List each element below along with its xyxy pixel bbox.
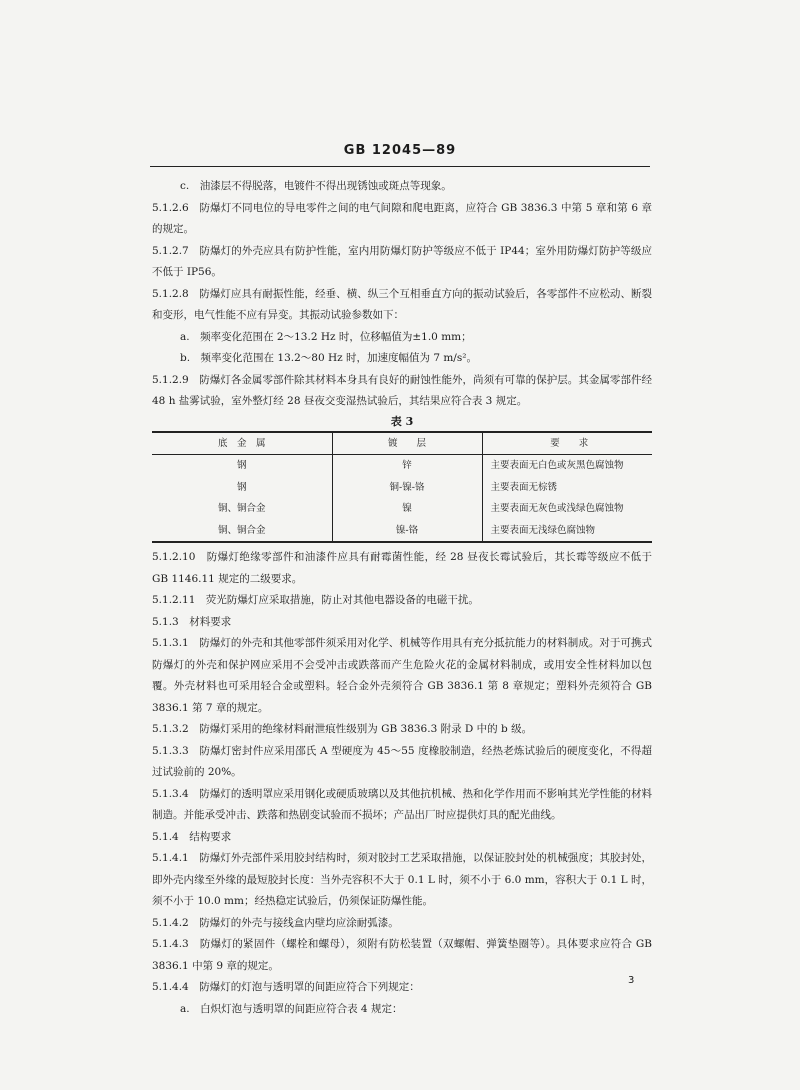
clause-a2: a. 白炽灯泡与透明罩的间距应符合表 4 规定： — [180, 1002, 403, 1015]
clause-b: b. 频率变化范围在 13.2～80 Hz 时，加速度幅值为 7 m/s²。 — [180, 352, 477, 364]
clause-5-1-2-10: 5.1.2.10 防爆灯绝缘零部件和油漆件应具有耐霉菌性能，经 28 昼夜长霉试验后，其长霉等级应不低于 GB 1146.11 规定的二级要求。 — [152, 551, 652, 585]
cell-requirement: 主要表面无白色或灰黑色腐蚀物 — [490, 460, 624, 471]
clause-5-1-2-8: 5.1.2.8 防爆灯应具有耐振性能，经垂、横、纵三个互相垂直方向的振动试验后，各零部件不应松动、断裂和变形，电气性能不应有异变。其振动试验参数如下： — [152, 287, 652, 321]
cell-base-metal: 铜、铜合金 — [152, 520, 332, 543]
cell-base-metal: 钢 — [152, 477, 332, 499]
clause-a: a. 频率变化范围在 2～13.2 Hz 时，位移幅值为±1.0 mm； — [180, 330, 472, 343]
clause-5-1-2-7: 5.1.2.7 防爆灯的外壳应具有防护性能，室内用防爆灯防护等级应不低于 IP44；室外用防爆灯防护等级应不低于 IP56。 — [152, 244, 652, 278]
standard-number-header: GB 12045—89 — [343, 143, 457, 158]
clause-5-1-3-4: 5.1.3.4 防爆灯的透明罩应采用钢化或硬质玻璃以及其他抗机械、热和化学作用而不影响其光学性能的材料制造。并能承受冲击、跌落和热剧变试验而不损坏；产品出厂时应提供灯具的配光曲线。 — [152, 787, 652, 821]
cell-base-metal: 钢 — [152, 455, 332, 477]
clause-5-1-3: 5.1.3 材料要求 — [152, 615, 232, 628]
table-3 — [152, 431, 652, 544]
clause-5-1-2-6: 5.1.2.6 防爆灯不同电位的导电零件之间的电气间隙和爬电距离，应符合 GB 3836.3 中第 5 章和第 6 章的规定。 — [152, 201, 652, 235]
clause-5-1-4-4: 5.1.4.4 防爆灯的灯泡与透明罩的间距应符合下列规定： — [152, 981, 420, 993]
clause-5-1-3-2: 5.1.3.2 防爆灯采用的绝缘材料耐泄痕性级别为 GB 3836.3 附录 D 中的 b 级。 — [152, 723, 533, 735]
cell-requirement: 主要表面无灰色或浅绿色腐蚀物 — [490, 503, 624, 514]
cell-requirement: 主要表面无浅绿色腐蚀物 — [490, 524, 596, 536]
clause-5-1-2-9: 5.1.2.9 防爆灯各金属零部件除其材料本身具有良好的耐蚀性能外，尚须有可靠的保护层。其金属零部件经 48 h 盐雾试验，室外整灯经 28 昼夜交变湿热试验后，其结果应符合表 3 规定。 — [152, 373, 652, 407]
clauses-after-table — [152, 547, 652, 1020]
table-row — [152, 498, 652, 520]
clauses-before-table — [152, 176, 652, 413]
clause-5-1-4-3: 5.1.4.3 防爆灯的紧固件（螺栓和螺母），须附有防松装置（双螺帽、弹簧垫圈等）。具体要求应符合 GB 3836.1 中第 9 章的规定。 — [152, 938, 652, 972]
header-coating: 镀 层 — [332, 432, 482, 455]
page-number: 3 — [628, 975, 635, 986]
clause-5-1-3-1: 5.1.3.1 防爆灯的外壳和其他零部件须采用对化学、机械等作用具有充分抵抗能力的材料制成。对于可携式防爆灯的外壳和保护网应采用不会受冲击或跌落而产生危险火花的金属材料制成，或用安全性材料加以包覆。外壳材料也可采用轻合金或塑料。轻合金外壳须符合 GB 3836.1 第 8 章规定；塑料外壳须符合 GB 3836.1 第 7 章的规定。 — [152, 637, 652, 714]
table-row — [152, 477, 652, 499]
header-requirement: 要 求 — [550, 437, 589, 449]
clause-5-1-4: 5.1.4 结构要求 — [152, 830, 232, 843]
cell-requirement: 主要表面无棕锈 — [490, 481, 558, 493]
header-base-metal: 底 金 属 — [152, 432, 332, 455]
clause-c: c. 油漆层不得脱落，电镀件不得出现锈蚀或斑点等现象。 — [180, 180, 452, 192]
cell-coating: 锌 — [332, 455, 482, 477]
cell-base-metal: 铜、铜合金 — [152, 498, 332, 520]
cell-coating: 镍-铬 — [332, 520, 482, 543]
table-3-title: 表 3 — [390, 414, 414, 428]
table-header-row — [152, 432, 652, 455]
clause-5-1-2-11: 5.1.2.11 荧光防爆灯应采取措施，防止对其他电器设备的电磁干扰。 — [152, 594, 479, 606]
cell-coating: 镍 — [332, 498, 482, 520]
cell-coating: 铜-镍-铬 — [332, 477, 482, 499]
table-row — [152, 455, 652, 477]
clause-5-1-4-2: 5.1.4.2 防爆灯的外壳与接线盒内壁均应涂耐弧漆。 — [152, 916, 399, 929]
header-rule — [150, 166, 650, 167]
clause-5-1-4-1: 5.1.4.1 防爆灯外壳部件采用胶封结构时，须对胶封工艺采取措施，以保证胶封处的机械强度；其胶封处，即外壳内缘至外缘的最短胶封长度：当外壳容积不大于 0.1 L 时，须不小于 6.0 mm，容积大于 0.1 L 时，须不小于 10.0 mm；经热稳定试验后，仍须保证防爆性能。 — [152, 852, 652, 907]
clause-5-1-3-3: 5.1.3.3 防爆灯密封件应采用邵氏 A 型硬度为 45～55 度橡胶制造，经热老炼试验后的硬度变化，不得超过试验前的 20%。 — [152, 744, 652, 778]
page-body — [152, 176, 652, 1020]
table-row — [152, 520, 652, 543]
